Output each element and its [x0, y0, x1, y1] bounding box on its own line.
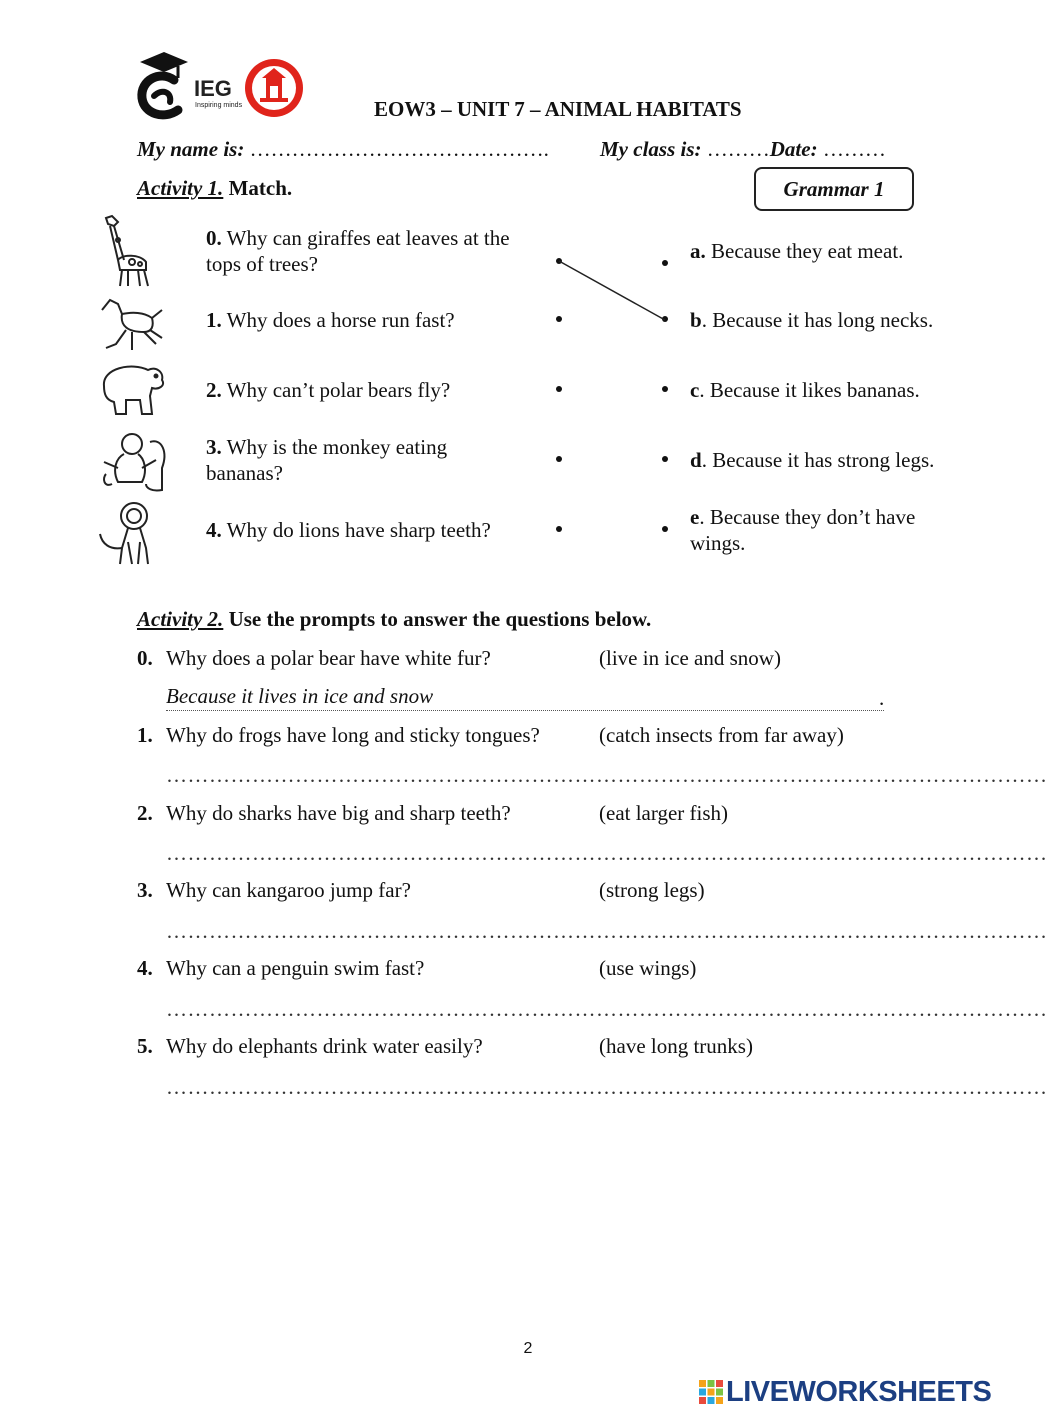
- horse-icon: [92, 292, 172, 360]
- match-answer-a: [690, 238, 980, 264]
- answer-text: . Because it has long necks.: [701, 308, 934, 332]
- answer-field-3[interactable]: ……………………………………………………………………………………………………………: [166, 919, 1048, 943]
- date-field[interactable]: ………: [822, 137, 886, 161]
- answer-text: . Because it has strong legs.: [701, 448, 935, 472]
- ieg-logo: [134, 50, 246, 120]
- polar-bear-icon: [92, 356, 172, 422]
- right-match-dot-c[interactable]: [662, 386, 668, 392]
- left-match-dot-4[interactable]: [556, 526, 562, 532]
- answer-field-5[interactable]: ……………………………………………………………………………………………………………: [166, 1075, 1048, 1099]
- page-number: 2: [523, 1340, 533, 1357]
- match-question-2: [206, 377, 546, 403]
- answer-field-4[interactable]: ……………………………………………………………………………………………………………: [166, 997, 1048, 1021]
- q3-text: Why can kangaroo jump far?: [166, 878, 411, 902]
- question-number: 2.: [206, 378, 222, 402]
- match-question-4: [206, 517, 546, 543]
- q2-number: 2.: [137, 801, 153, 825]
- match-question-1: [206, 307, 546, 333]
- q3-prompt: (strong legs): [599, 878, 705, 902]
- activity1-instruction: Match.: [228, 176, 293, 200]
- question-text: Why is the monkey eating bananas?: [206, 435, 448, 485]
- q5-number: 5.: [137, 1034, 153, 1058]
- q4-text: Why can a penguin swim fast?: [166, 956, 425, 980]
- right-match-dot-d[interactable]: [662, 456, 668, 462]
- liveworksheets-grid-icon: [698, 1379, 724, 1405]
- question-number: 1.: [206, 308, 222, 332]
- lion-icon: [92, 498, 172, 566]
- date-label: Date:: [769, 137, 818, 161]
- answer-field-1[interactable]: ……………………………………………………………………………………………………………: [166, 763, 1048, 787]
- class-field[interactable]: ………: [706, 137, 770, 161]
- example-answer: Because it lives in ice and snow: [166, 684, 884, 711]
- q2-prompt: (eat larger fish): [599, 801, 729, 825]
- answer-field-2[interactable]: ……………………………………………………………………………………………………………: [166, 841, 1048, 865]
- answer-letter: d: [690, 448, 702, 472]
- left-match-dot-2[interactable]: [556, 386, 562, 392]
- page-title: EOW3 – UNIT 7 – ANIMAL HABITATS: [374, 97, 742, 121]
- activity1-heading: [137, 176, 292, 201]
- answer-letter: a.: [690, 239, 706, 263]
- q2-text: Why do sharks have big and sharp teeth?: [166, 801, 511, 825]
- question-number: 3.: [206, 435, 222, 459]
- q4-number: 4.: [137, 956, 153, 980]
- student-info-line: [137, 137, 549, 162]
- liveworksheets-brand: LIVEWORKSHEETS: [726, 1375, 992, 1408]
- q5-text: Why do elephants drink water easily?: [166, 1034, 483, 1058]
- answer-text: . Because it likes bananas.: [699, 378, 920, 402]
- match-answer-b: [690, 307, 980, 333]
- class-label: My class is:: [600, 137, 702, 161]
- activity1-label: Activity 1.: [137, 176, 224, 200]
- q0-text: Why does a polar bear have white fur?: [166, 646, 491, 670]
- q3-number: 3.: [137, 878, 153, 902]
- name-field[interactable]: …………………………………….: [249, 137, 549, 161]
- class-date-line: [600, 137, 886, 162]
- q0-number: 0.: [137, 646, 153, 670]
- name-label: My name is:: [137, 137, 245, 161]
- q5-prompt: (have long trunks): [599, 1034, 753, 1058]
- answer-letter: c: [690, 378, 700, 402]
- answer-text: Because they eat meat.: [711, 239, 904, 263]
- ieg-emblem-icon: [134, 50, 192, 120]
- grammar-badge: Grammar 1: [754, 167, 914, 211]
- q1-prompt: (catch insects from far away): [599, 723, 844, 747]
- school-seal-icon: [244, 58, 304, 118]
- q0-prompt: (live in ice and snow): [599, 646, 781, 670]
- example-period: .: [879, 686, 885, 710]
- activity2-label: Activity 2.: [137, 607, 224, 631]
- question-number: 0.: [206, 226, 222, 250]
- q1-number: 1.: [137, 723, 153, 747]
- match-answer-c: [690, 377, 980, 403]
- match-question-0: [206, 225, 546, 277]
- question-text: Why can giraffes eat leaves at the tops of trees?: [206, 226, 510, 276]
- right-match-dot-e[interactable]: [662, 526, 668, 532]
- question-number: 4.: [206, 518, 222, 542]
- match-answer-e: [690, 504, 950, 556]
- activity2-instruction: Use the prompts to answer the questions below.: [228, 607, 652, 631]
- left-match-dot-3[interactable]: [556, 456, 562, 462]
- match-answer-d: [690, 447, 980, 473]
- q1-text: Why do frogs have long and sticky tongues?: [166, 723, 540, 747]
- question-text: Why do lions have sharp teeth?: [226, 518, 491, 542]
- monkey-icon: [92, 428, 172, 496]
- answer-letter: e: [690, 505, 700, 529]
- answer-text: . Because they don’t have wings.: [690, 505, 916, 555]
- question-text: Why can’t polar bears fly?: [226, 378, 451, 402]
- example-match-line: [555, 255, 670, 325]
- match-question-3: [206, 434, 506, 486]
- ieg-logo-text: IEG: [194, 76, 232, 101]
- liveworksheets-logo: [698, 1377, 991, 1407]
- giraffe-icon: [92, 212, 172, 288]
- activity2-heading: [137, 607, 651, 632]
- ieg-logo-tagline: Inspiring minds: [195, 102, 243, 109]
- answer-letter: b: [690, 308, 702, 332]
- q4-prompt: (use wings): [599, 956, 697, 980]
- question-text: Why does a horse run fast?: [226, 308, 455, 332]
